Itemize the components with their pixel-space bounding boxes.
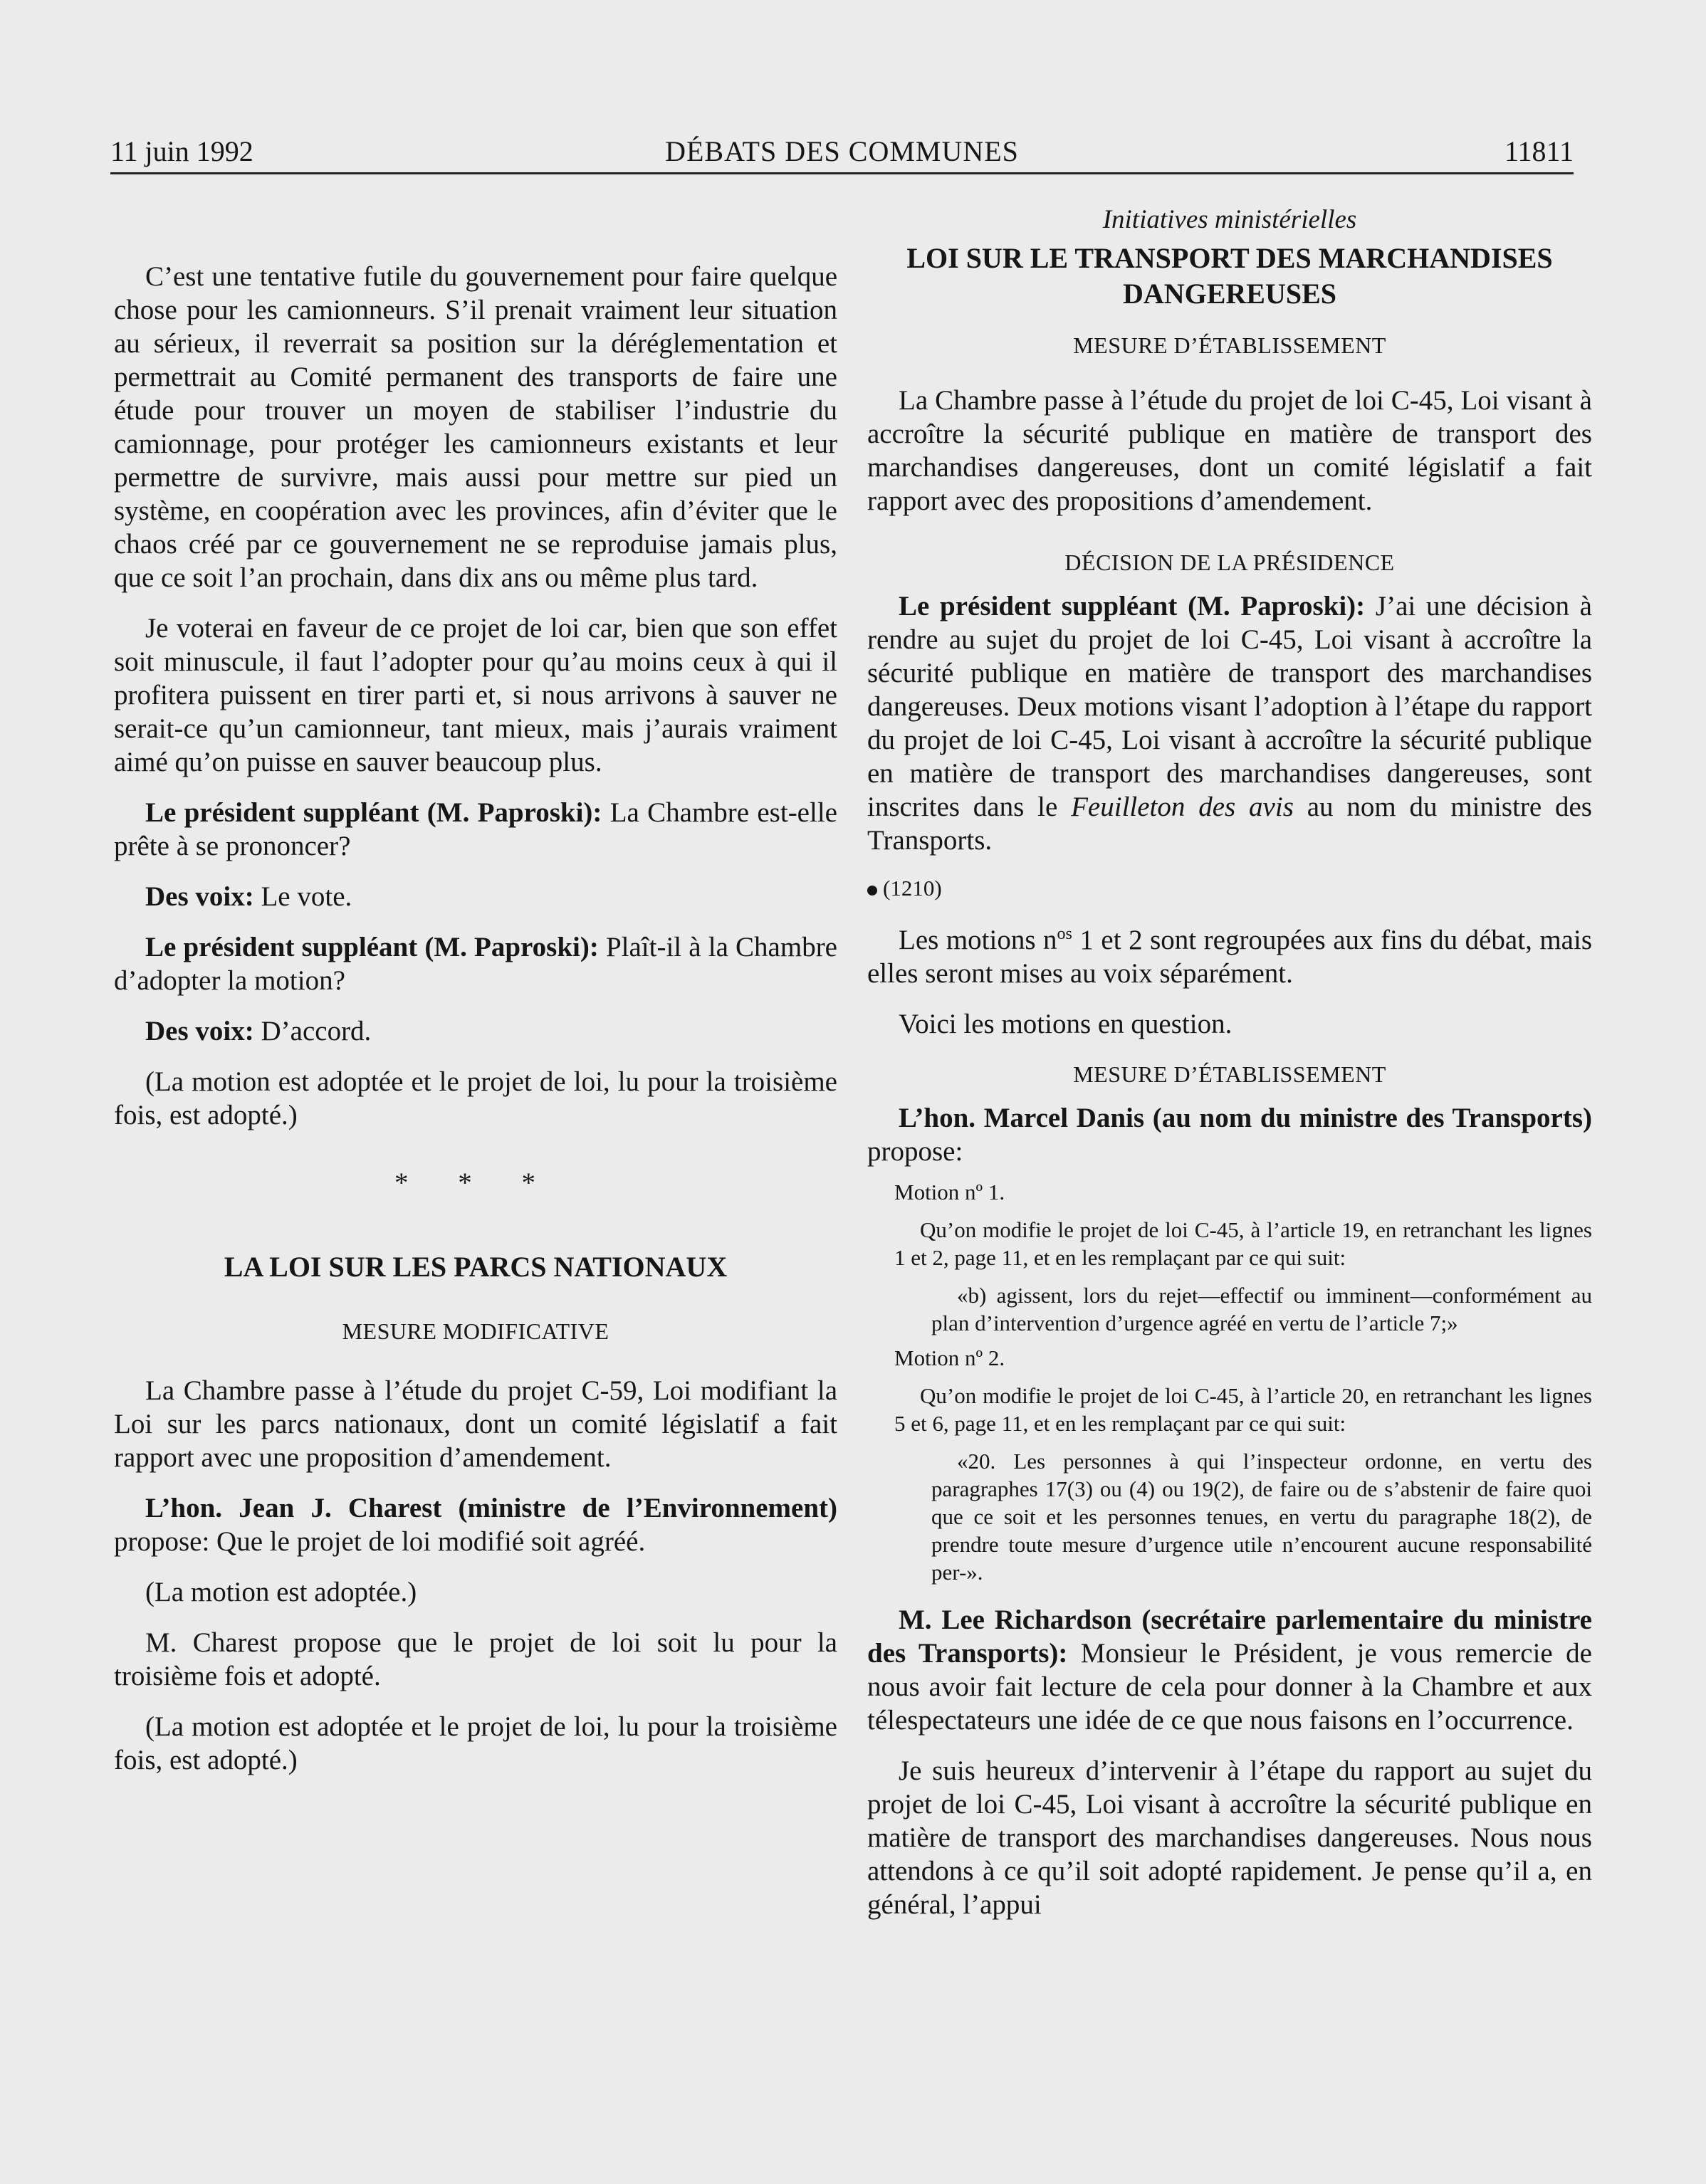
paragraph: (La motion est adoptée et le projet de loi, lu pour la troisième fois, est adopté.) (114, 1066, 837, 1130)
speaker-paragraph (867, 589, 1592, 857)
paragraph: Voici les motions en question. (899, 1009, 1233, 1039)
speaker-paragraph (114, 796, 837, 863)
speaker-text: Le vote. (253, 881, 352, 912)
header-title: DÉBATS DES COMMUNES (665, 135, 1019, 167)
section-title: LA LOI SUR LES PARCS NATIONAUX (224, 1251, 728, 1283)
speaker-name: Des voix: (145, 1016, 254, 1046)
section-subhead: DÉCISION DE LA PRÉSIDENCE (1064, 550, 1395, 575)
superscript: os (1057, 925, 1072, 943)
motion-text: Qu’on modifie le projet de loi C-45, à l’article 19, en retranchant les lignes 1 et 2, page 11, et en les remplaçant par ce qui suit: (894, 1217, 1592, 1270)
section-subhead: MESURE MODIFICATIVE (342, 1318, 609, 1344)
speaker-text-italic: Feuilleton des avis (1071, 792, 1294, 822)
speaker-paragraph (867, 1603, 1592, 1737)
bullet-icon (867, 886, 877, 896)
header-page-number: 11811 (1504, 135, 1574, 167)
section-subhead: MESURE D’ÉTABLISSEMENT (1073, 332, 1386, 358)
speaker-paragraph (114, 880, 837, 913)
speaker-name: M. Lee Richardson (secrétaire parlementaire du ministre des Transports): (867, 1605, 1592, 1669)
section-subhead: MESURE D’ÉTABLISSEMENT (1073, 1061, 1386, 1087)
timestamp (867, 874, 1592, 902)
timestamp-text: (1210) (883, 876, 942, 901)
left-column (114, 203, 837, 1794)
paragraph: M. Charest propose que le projet de loi soit lu pour la troisième fois et adopté. (114, 1627, 837, 1691)
speaker-text: propose: Que le projet de loi modifié soit agréé. (114, 1526, 646, 1557)
speaker-name: Le président suppléant (M. Paproski): (899, 591, 1366, 621)
speaker-text: La Chambre est-elle prête à se prononcer? (114, 797, 837, 861)
motion-label: Motion nº 1. (894, 1180, 1005, 1204)
paragraph (867, 918, 1592, 990)
paragraph-text: Les motions n (899, 925, 1057, 955)
running-head: Initiatives ministérielles (1102, 205, 1357, 234)
speaker-paragraph (114, 1014, 837, 1048)
speaker-paragraph (114, 1491, 837, 1558)
paragraph: La Chambre passe à l’étude du projet de loi C-45, Loi visant à accroître la sécurité publique en matière de transport des marchandises dangereuses, dont un comité législatif a fait rapport avec des propositions d’amendement. (867, 385, 1592, 516)
paragraph-text: 1 et 2 sont regroupées aux fins du débat, mais elles seront mises au voix séparément. (867, 925, 1592, 989)
speaker-paragraph (867, 1101, 1592, 1168)
speaker-text: J’ai une décision à rendre au sujet du projet de loi C-45, Loi visant à accroître la sécurité publique en matière de transport des marchandises dangereuses. Deux motions visant l’adoption à l’étape du rapport du projet de loi C-45, Loi visant à accroître la sécurité publique en matière de transport des marchandises dangereuses, sont inscrites dans le (867, 591, 1592, 822)
motion-quote: «20. Les personnes à qui l’inspecteur ordonne, en vertu des paragraphes 17(3) ou (4) ou 19(2), de faire ou de s’abstenir de faire quoi que ce soit et les personnes tenues, en vertu du paragraphe 18(2), de prendre toute mesure d’urgence utile n’encourent aucune responsabilité per-». (931, 1449, 1592, 1585)
speaker-text: au nom du ministre des Transports. (867, 792, 1592, 856)
motion-quote: «b) agissent, lors du rejet—effectif ou imminent—conformément au plan d’intervention d’urgence agréé en vertu de l’article 7;» (931, 1283, 1592, 1335)
paragraph: La Chambre passe à l’étude du projet C-59, Loi modifiant la Loi sur les parcs nationaux, dont un comité législatif a fait rapport avec une proposition d’amendement. (114, 1375, 837, 1473)
page-header (110, 130, 1574, 174)
speaker-name: L’hon. Marcel Danis (au nom du ministre des Transports) (899, 1103, 1592, 1133)
section-title: LOI SUR LE TRANSPORT DES MARCHANDISES DANGEREUSES (906, 242, 1553, 310)
paragraph: Je suis heureux d’intervenir à l’étape du rapport au sujet du projet de loi C-45, Loi visant à accroître la sécurité publique en matière de transport des marchandises dangereuses. Nous nous attendons à ce qu’il soit adopté rapidement. Je pense qu’il a, en général, l’appui (867, 1755, 1592, 1920)
header-date: 11 juin 1992 (110, 135, 253, 167)
speaker-text: Monsieur le Président, je vous remercie de nous avoir fait lecture de cela pour donner à la Chambre et aux télespectateurs une idée de ce que nous faisons en l’occurrence. (867, 1638, 1592, 1736)
paragraph: C’est une tentative futile du gouvernement pour faire quelque chose pour les camionneurs. S’il prenait vraiment leur situation au sérieux, il reverrait sa position sur la déréglementation et permettrait au Comité permanent des transports de faire une étude pour trouver un moyen de stabiliser l’industrie du camionnage, pour protéger les camionneurs existants et leur permettre de survivre, mais aussi pour mettre sur pied un système, en coopération avec les provinces, afin d’éviter que le chaos créé par ce gouvernement ne se reproduise jamais plus, que ce soit l’an prochain, dans dix ans ou même plus tard. (114, 261, 837, 593)
speaker-text: Plaît-il à la Chambre d’adopter la motion? (114, 932, 837, 996)
speaker-name: Le président suppléant (M. Paproski): (145, 797, 602, 828)
paragraph: (La motion est adoptée.) (145, 1577, 417, 1607)
speaker-paragraph (114, 930, 837, 997)
motion-text: Qu’on modifie le projet de loi C-45, à l’article 20, en retranchant les lignes 5 et 6, page 11, et en les remplaçant par ce qui suit: (894, 1383, 1592, 1436)
speaker-name: Le président suppléant (M. Paproski): (145, 932, 599, 962)
section-separator: * * * (394, 1167, 557, 1198)
speaker-text: propose: (867, 1136, 963, 1167)
paragraph: Je voterai en faveur de ce projet de loi car, bien que son effet soit minuscule, il faut l’adopter pour qu’au moins ceux à qui il profitera puissent en tirer parti et, si nous arrivons à sauver ne serait-ce qu’un camionneur, tant mieux, mais j’aurais vraiment aimé qu’on puisse en sauver beaucoup plus. (114, 613, 837, 777)
speaker-name: L’hon. Jean J. Charest (ministre de l’Environnement) (145, 1493, 837, 1523)
motion-label: Motion nº 2. (894, 1345, 1005, 1370)
right-column (867, 203, 1592, 1938)
speaker-name: Des voix: (145, 881, 254, 912)
speaker-text: D’accord. (253, 1016, 372, 1046)
paragraph: (La motion est adoptée et le projet de loi, lu pour la troisième fois, est adopté.) (114, 1711, 837, 1775)
